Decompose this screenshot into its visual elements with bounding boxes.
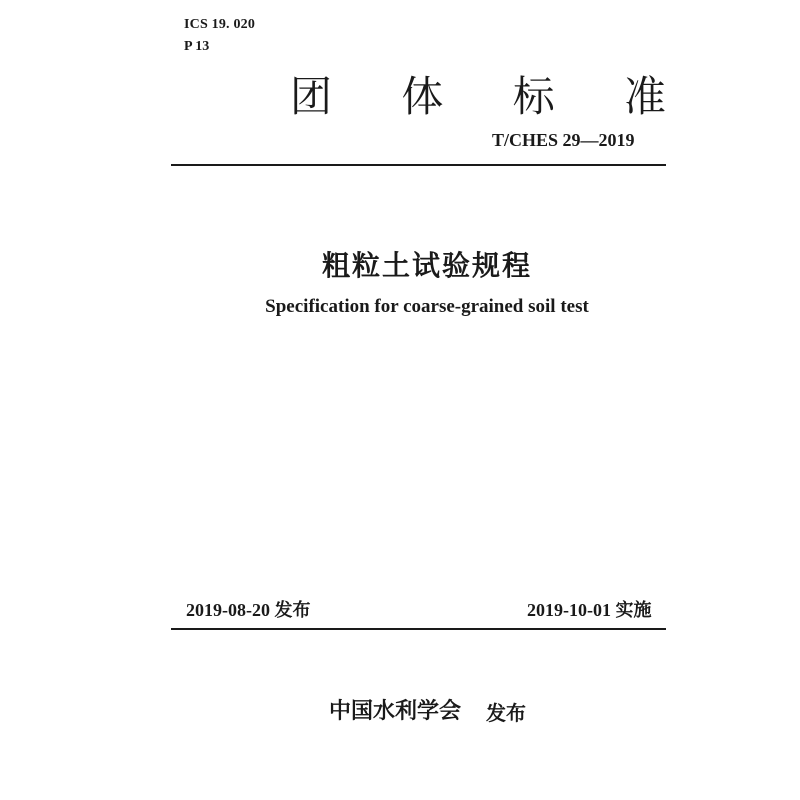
standard-type-heading: 团 体 标 准 xyxy=(290,72,695,121)
standard-number: T/CHES 29—2019 xyxy=(492,130,635,150)
title-chinese: 粗粒土试验规程 xyxy=(321,249,532,282)
bottom-divider xyxy=(171,628,666,630)
title-english: Specification for coarse-grained soil test xyxy=(265,296,589,317)
publisher-name: 中国水利学会 xyxy=(329,699,462,724)
publisher-action: 发布 xyxy=(486,701,526,725)
issue-date: 2019-08-20 发布 xyxy=(186,600,311,620)
top-divider xyxy=(171,164,666,166)
implementation-date: 2019-10-01 实施 xyxy=(527,600,652,620)
ccs-code: P 13 xyxy=(184,39,210,54)
ics-code: ICS 19. 020 xyxy=(184,17,256,32)
